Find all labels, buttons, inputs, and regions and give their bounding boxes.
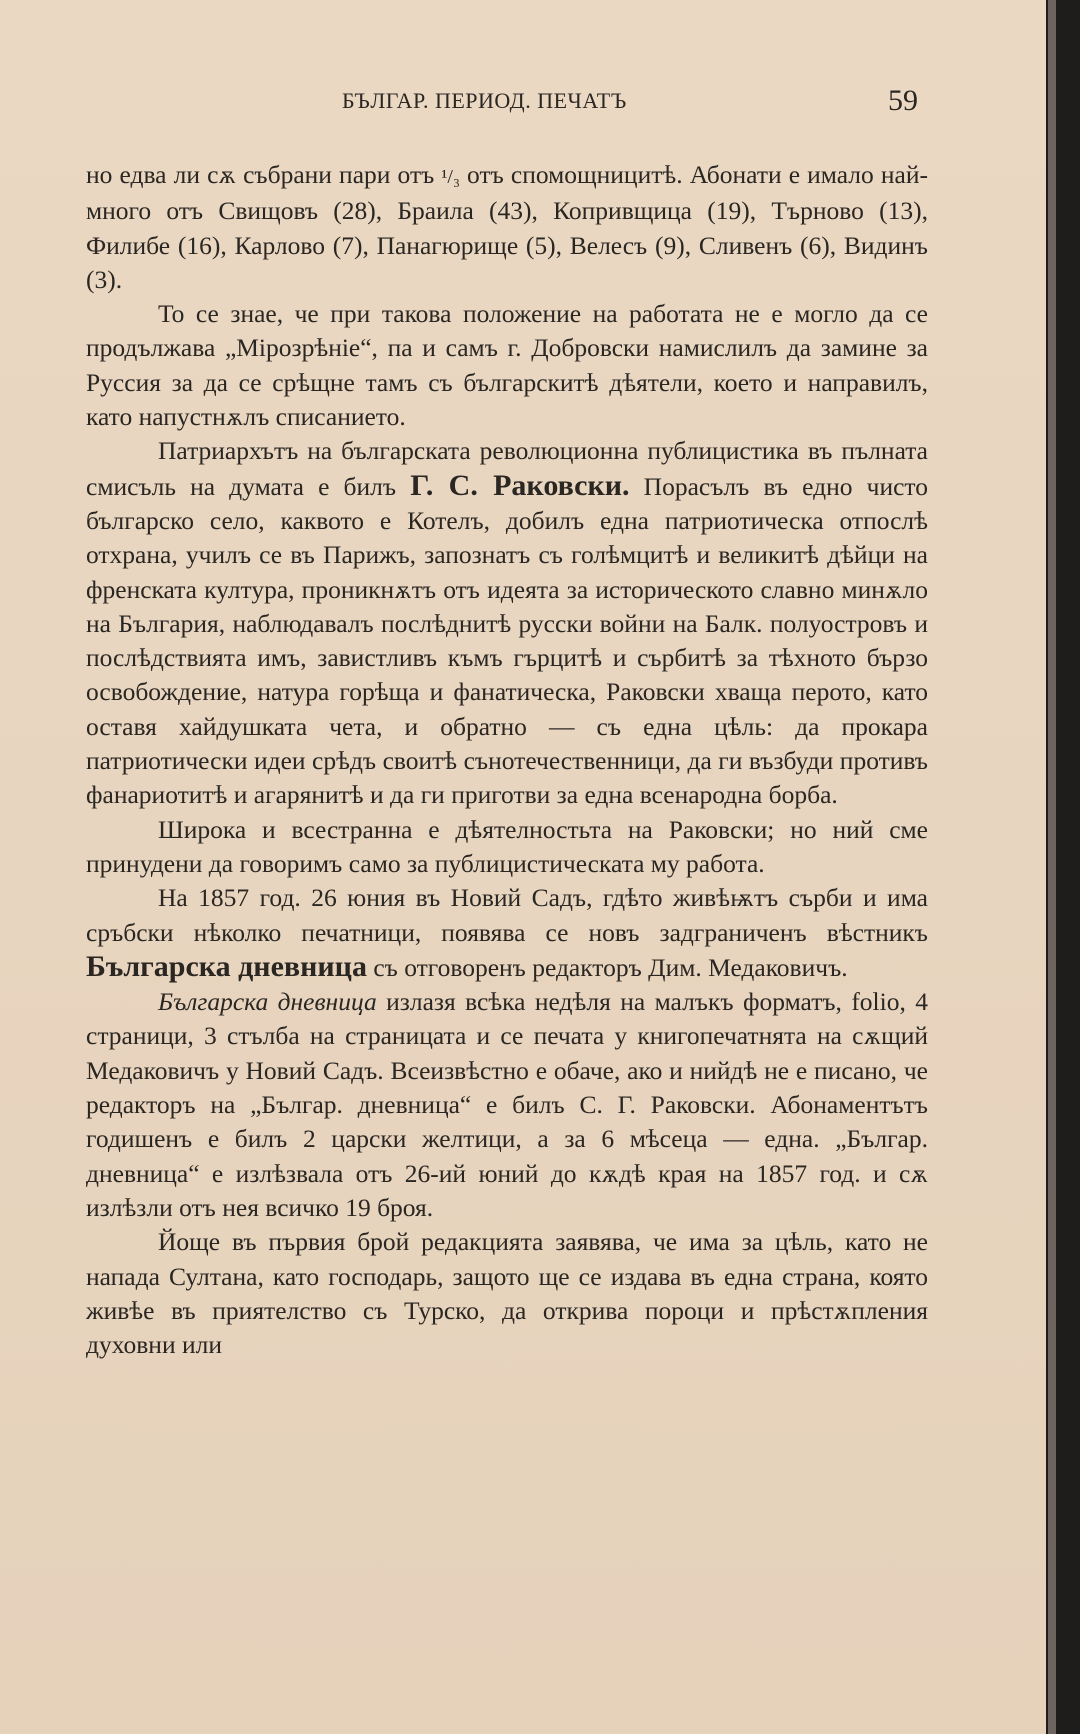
text-run: съ отговоренъ редакторъ Дим. Медаковичъ. bbox=[366, 952, 848, 982]
text-run: Патриархътъ на българската революционна публицистика въ пълната смисъль на думата е билъ bbox=[86, 436, 928, 501]
scan-edge-line bbox=[1048, 0, 1056, 1734]
paragraph-1 bbox=[86, 158, 928, 297]
emphasized-name: Г. С. Раковски. bbox=[410, 468, 630, 502]
text-run: Йоще въ първия брой редакцията заявява, че има за цѣль, като не напада Султана, като господарь, защото ще се издава въ една страна, която живѣе въ приятелство съ Турско, да открива пороци и прѣстѫпления духовни или bbox=[86, 1227, 928, 1360]
page-header bbox=[86, 84, 928, 118]
paragraph-3 bbox=[86, 434, 928, 812]
text-run: Широка и всестранна е дѣятелностьта на Раковски; но ний сме принудени да говоримъ само за публицистическата му работа. bbox=[86, 814, 928, 878]
text-run: То се знае, че при такова положение на работата не е могло да се продължава „Мірозрѣніе“, па и самъ г. Добровски намислилъ да замине за Руссия за да се срѣщне тамъ съ българскитѣ дѣятели, което и направилъ, като напустнѫлъ списанието. bbox=[86, 299, 928, 432]
text-run: излазя всѣка недѣля на малъкъ форматъ, folio, 4 страници, 3 стълба на страницата и се печата у книгопечатнята на сѫщий Медаковичъ у Новий Садъ. Всеизвѣстно е обаче, ако и нийдѣ не е писано, че редакторъ на „Българ. дневница“ е билъ С. Г. Раковски. Абонаментътъ годишенъ е билъ 2 царски желтици, а за 6 мѣсеца — една. „Българ. дневница“ е излѣзвала отъ 26-ий юний до кѫдѣ края на 1857 год. и сѫ излѣзли отъ нея всичко 19 броя. bbox=[86, 987, 929, 1222]
text-run: отъ спомощницитѣ. Абонати е имало най-много отъ Свищовъ (28), Браила (43), Копривщица (19), Търново (13), Филибе (16), Карлово (7), Панагюрище (5), Велесъ (9), Сливенъ (6), Видинъ (3). bbox=[86, 160, 928, 294]
text-run: Порасълъ въ едно чисто българско село, каквото е Котелъ, добилъ една патриотическа отпослѣ отхрана, училъ се въ Парижъ, запознатъ съ голѣмцитѣ и великитѣ дѣйци на френската култура, проникнѫтъ отъ идеята за историческото славно минѫло на България, наблюдавалъ послѣднитѣ русски войни на Балк. полуостровъ и послѣдствията имъ, завистливъ къмъ гърцитѣ и сърбитѣ за тѣхното бързо освобождение, натура горѣща и фанатическа, Раковски хваща перото, като оставя хайдушката чета, и обратно — съ една цѣль: да прокара патриотически идеи срѣдъ своитѣ сънотечественници, да ги възбуди противъ фанариотитѣ и агарянитѣ и да ги приготви за една всенародна борба. bbox=[86, 471, 928, 810]
text-run: На 1857 год. 26 юния въ Новий Садъ, гдѣто живѣѭтъ сърби и има сръбски нѣколко печатници, появява се новъ задграниченъ вѣстникъ bbox=[86, 883, 928, 947]
newspaper-title-italic: Българска дневница bbox=[158, 987, 377, 1017]
paragraph-4 bbox=[86, 813, 928, 882]
body-text bbox=[86, 158, 928, 1362]
paragraph-7 bbox=[86, 1225, 928, 1362]
paragraph-6 bbox=[86, 985, 928, 1225]
fraction: ¹/₃ bbox=[441, 166, 460, 188]
page-number: 59 bbox=[888, 84, 918, 117]
newspaper-title: Българска дневница bbox=[86, 949, 367, 983]
scan-edge-shadow bbox=[1046, 0, 1080, 1734]
text-run: но едва ли сѫ събрани пари отъ bbox=[86, 160, 442, 189]
paragraph-5 bbox=[86, 881, 928, 985]
paragraph-2 bbox=[86, 297, 928, 434]
running-head: БЪЛГАР. ПЕРИОД. ПЕЧАТЪ bbox=[342, 88, 627, 113]
